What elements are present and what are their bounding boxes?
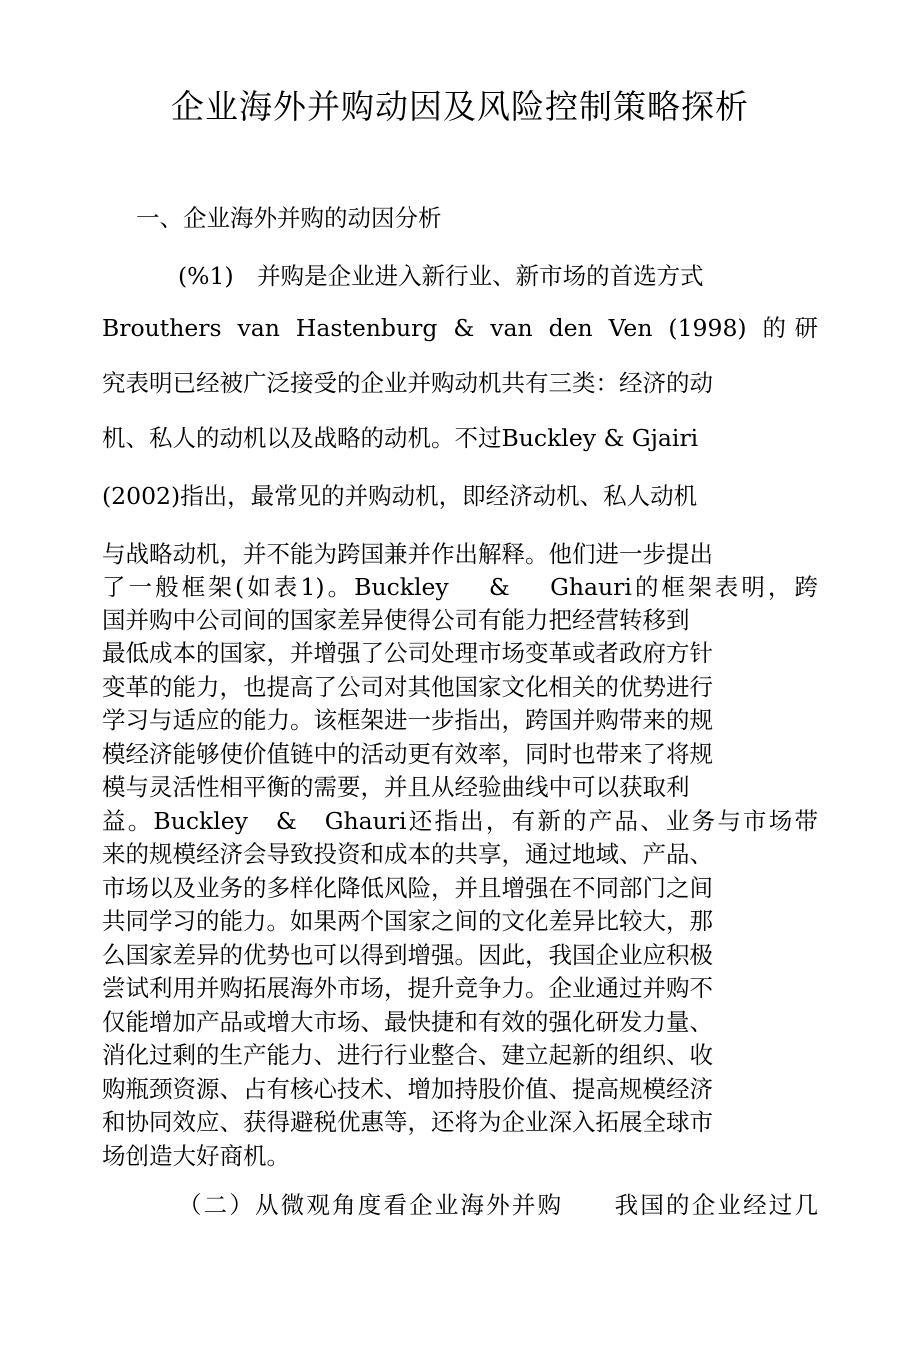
paragraph-line: 购瓶颈资源、占有核心技术、增加持股价值、提高规模经济 [102, 1075, 713, 1103]
paragraph-line: 尝试利用并购拓展海外市场，提升竞争力。企业通过并购不 [102, 974, 713, 1002]
section-heading: 一、企业海外并购的动因分析 [136, 204, 442, 232]
paragraph-line: 机、私人的动机以及战略的动机。不过Buckley & Gjairi [102, 424, 699, 452]
paragraph-line: 共同学习的能力。如果两个国家之间的文化差异比较大，那 [102, 907, 713, 935]
paragraph-line: 模经济能够使价值链中的活动更有效率，同时也带来了将规 [102, 740, 713, 768]
paragraph-line: (2002)指出，最常见的并购动机，即经济动机、私人动机 [102, 482, 698, 510]
paragraph-line: 模与灵活性相平衡的需要，并且从经验曲线中可以获取利 [102, 773, 690, 801]
paragraph-line: 与战略动机，并不能为跨国兼并作出解释。他们进一步提出 [102, 540, 713, 568]
paragraph-line: 学习与适应的能力。该框架进一步指出，跨国并购带来的规 [102, 706, 713, 734]
subsection-heading: (%1) 并购是企业进入新行业、新市场的首选方式 [178, 262, 704, 290]
paragraph-line: 和协同效应、获得避税优惠等，还将为企业深入拓展全球市 [102, 1108, 713, 1136]
paragraph-line: 来的规模经济会导致投资和成本的共享，通过地域、产品、 [102, 840, 713, 868]
paragraph-line: Brouthers van Hastenburg & van den Ven (1998) 的研 [102, 314, 818, 342]
paragraph-line: 场创造大好商机。 [102, 1142, 290, 1170]
paragraph-line: 益。Buckley & Ghauri还指出，有新的产品、业务与市场带 [102, 807, 818, 835]
paragraph-line: 究表明已经被广泛接受的企业并购动机共有三类：经济的动 [102, 369, 713, 397]
paragraph-line: 国并购中公司间的国家差异使得公司有能力把经营转移到 [102, 606, 690, 634]
paragraph-line: 仅能增加产品或增大市场、最快捷和有效的强化研发力量、 [102, 1008, 713, 1036]
paragraph-line: 最低成本的国家，并增强了公司处理市场变革或者政府方针 [102, 639, 713, 667]
subsection-heading-2: （二）从微观角度看企业海外并购 我国的企业经过几 [178, 1191, 818, 1219]
paragraph-line: 么国家差异的优势也可以得到增强。因此，我国企业应积极 [102, 941, 713, 969]
document-title: 企业海外并购动因及风险控制策略探析 [171, 87, 749, 126]
paragraph-line: 消化过剩的生产能力、进行行业整合、建立起新的组织、收 [102, 1041, 713, 1069]
paragraph-line: 变革的能力，也提高了公司对其他国家文化相关的优势进行 [102, 673, 713, 701]
paragraph-line: 市场以及业务的多样化降低风险，并且增强在不同部门之间 [102, 874, 713, 902]
paragraph-line: 了一般框架(如表1)。Buckley & Ghauri的框架表明，跨 [102, 573, 818, 601]
